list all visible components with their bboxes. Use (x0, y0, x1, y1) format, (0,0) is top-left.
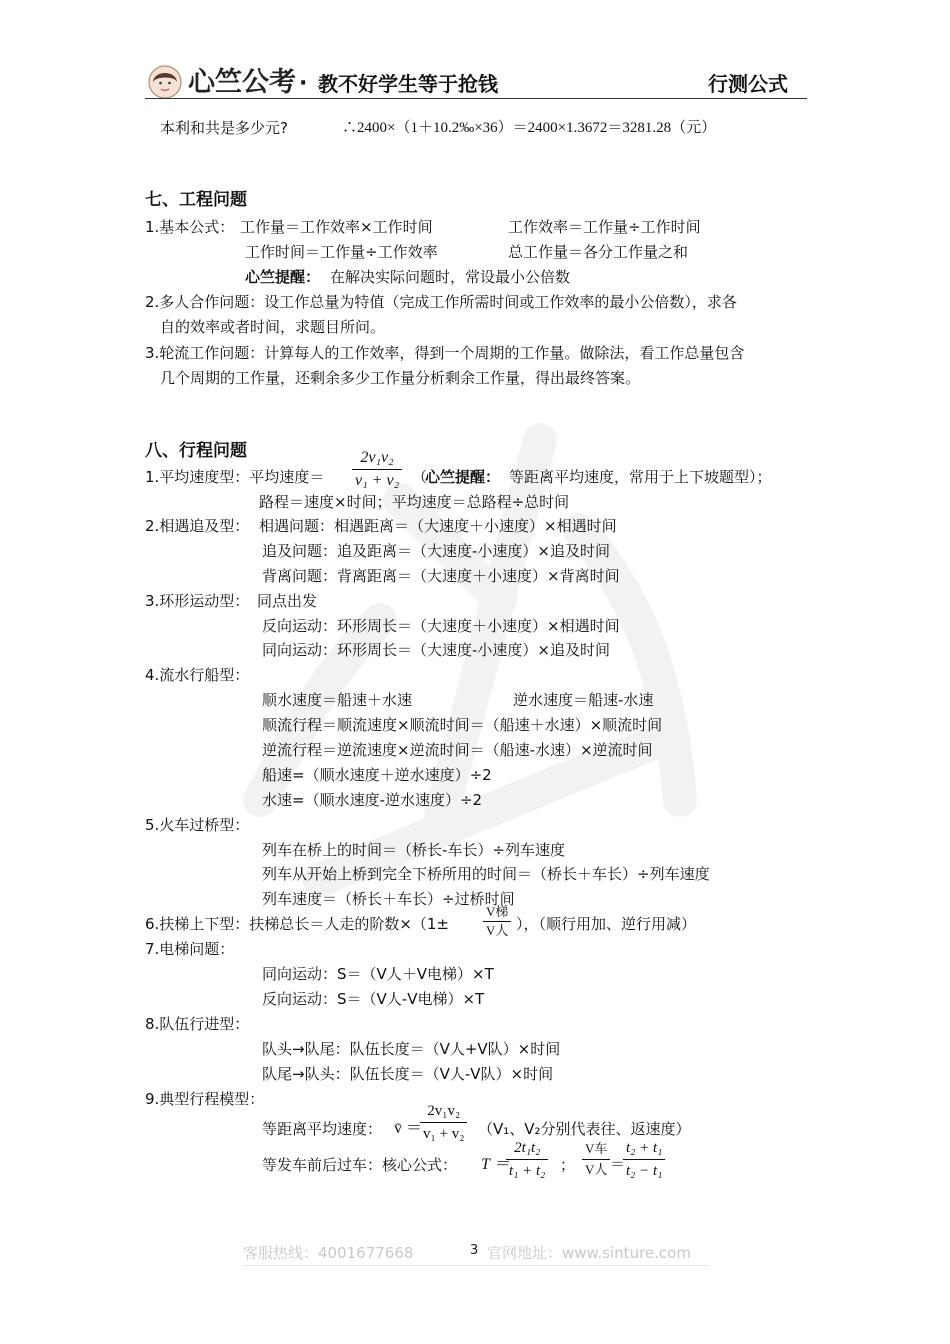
s8-i8-prefix: 8.队伍行进型： (145, 1015, 250, 1033)
s8-i1-tip-open: （ (412, 468, 428, 486)
s8-i1-line2: 路程＝速度×时间；平均速度＝总路程÷总时间 (259, 493, 570, 511)
s8-i9-b-sep: ； (560, 1156, 576, 1174)
s7-p3-line2: 几个周期的工作量，还剩余多少工作量分析剩余工作量，得出最终答案。 (160, 369, 641, 387)
s8-i9-b-lhs: T ＝ (481, 1156, 510, 1173)
brand-name: 心竺公考 (188, 67, 296, 98)
s8-i6-fraction (483, 903, 511, 940)
s8-i4-a2: 逆水速度＝船速-水速 (513, 691, 654, 709)
s8-i9-b-numerator3: t₂ + t₁ (623, 1137, 665, 1160)
s8-i2-a: 相遇问题：相遇距离＝（大速度＋小速度）×相遇时间 (259, 517, 617, 535)
s8-i9-a-denominator: v₁ + v₂ (423, 1126, 465, 1142)
s8-i3-prefix: 3.环形运动型： (145, 592, 250, 610)
s8-i9-a-lhs: v̄ ＝ (394, 1120, 423, 1137)
s8-i9-b-numerator: 2t₁t₂ (506, 1137, 548, 1160)
page-number: 3 (470, 1243, 479, 1258)
s8-i2-prefix: 2.相遇追及型： (145, 517, 250, 535)
s8-i3-b: 反向运动：环形周长＝（大速度＋小速度）×相遇时间 (262, 617, 620, 635)
s7-tip-label: 心竺提醒： (245, 268, 321, 286)
s7-p1-a: 工作量＝工作效率×工作时间 (240, 218, 433, 236)
footer-website: 官网地址：www.sinture.com (487, 1244, 691, 1262)
s8-i4-prefix: 4.流水行船型： (145, 666, 250, 684)
s8-i4-b: 顺流行程＝顺流速度×顺流时间＝（船速＋水速）×顺流时间 (262, 716, 663, 734)
s8-i3-a: 同点出发 (257, 592, 318, 610)
intro-question: 本利和共是多少元? (160, 119, 288, 137)
s8-i9-b-denominator2: V人 (585, 1162, 608, 1177)
s8-i8-a: 队头→队尾：队伍长度＝（V人+V队）×时间 (262, 1040, 561, 1058)
avatar-logo-icon (148, 64, 182, 100)
s7-p2-line2: 自的效率或者时间，求题目所问。 (160, 318, 386, 336)
s8-i5-c: 列车速度＝（桥长＋车长）÷过桥时间 (262, 890, 515, 908)
s8-i6-prefix: 6.扶梯上下型：扶梯总长＝人走的阶数×（1± (145, 915, 449, 933)
s8-i6-numerator: V梯 (483, 903, 511, 922)
s8-i9-prefix: 9.典型行程模型： (145, 1090, 265, 1108)
s7-tip-text: 在解决实际问题时，常设最小公倍数 (330, 268, 571, 286)
s8-i1-tip-label: 心竺提醒： (425, 468, 501, 486)
s8-i6-suffix: ），（顺行用加、逆行用减） (516, 915, 697, 933)
s8-i7-a: 同向运动：S＝（V人＋V电梯）×T (262, 965, 494, 983)
s8-i3-c: 同向运动：环形周长＝（大速度-小速度）×追及时间 (262, 641, 610, 659)
s8-i1-tip-text: 等距离平均速度，常用于上下坡题型）； (509, 468, 772, 486)
s8-i4-e: 水速=（顺水速度-逆水速度）÷2 (262, 791, 483, 809)
s8-i1-prefix: 1.平均速度型：平均速度＝ (145, 468, 325, 486)
s7-p1-d: 总工作量＝各分工作量之和 (508, 243, 689, 261)
s8-i7-prefix: 7.电梯问题： (145, 940, 235, 958)
footer-hotline: 客服热线：4001677668 (243, 1244, 414, 1262)
s8-i6-denominator: V人 (486, 923, 509, 938)
header-dot: · (299, 71, 308, 96)
s7-p1-b: 工作效率＝工作量÷工作时间 (508, 218, 701, 236)
s8-i1-fraction (352, 447, 402, 492)
s8-i2-c: 背离问题：背离距离＝（大速度＋小速度）×背离时间 (262, 567, 620, 585)
s8-i1-numerator: 2v₁v₂ (352, 447, 402, 470)
s8-i4-a: 顺水速度＝船速＋水速 (262, 691, 413, 709)
section-7-title: 七、工程问题 (145, 190, 247, 210)
s8-i8-b: 队尾→队头：队伍长度＝（V人-V队）×时间 (262, 1065, 554, 1083)
footer-divider (243, 1265, 709, 1266)
slogan: 教不好学生等于抢钱 (318, 72, 498, 96)
s8-i9-b-eq: ＝ (610, 1157, 626, 1173)
s8-i9-b-numerator2: V车 (582, 1139, 610, 1160)
s8-i7-b: 反向运动：S＝（V人-V电梯）×T (262, 990, 485, 1008)
s8-i9-a-fraction (420, 1100, 467, 1145)
s8-i9-a-label: 等距离平均速度： (262, 1120, 383, 1138)
s8-i4-c: 逆流行程＝逆流速度×逆流时间＝（船速-水速）×逆流时间 (262, 741, 653, 759)
s8-i9-a-numerator: 2v₁v₂ (420, 1100, 467, 1123)
s7-p2-line1: 2.多人合作问题：设工作总量为特值（完成工作所需时间或工作效率的最小公倍数），求各 (145, 293, 737, 311)
s8-i1-denominator: v₁ + v₂ (355, 472, 400, 489)
s7-p1-c: 工作时间＝工作量÷工作效率 (245, 243, 438, 261)
header-divider (145, 98, 807, 99)
s8-i2-b: 追及问题：追及距离＝（大速度-小速度）×追及时间 (262, 542, 610, 560)
intro-formula: ∴2400×（1＋10.2‰×36）＝2400×1.3672＝3281.28（元） (342, 120, 717, 136)
s8-i5-a: 列车在桥上的时间＝（桥长-车长）÷列车速度 (262, 841, 565, 859)
section-8-title: 八、行程问题 (145, 441, 247, 461)
s8-i9-b-fraction (506, 1137, 548, 1182)
s8-i9-b-denominator: t₁ + t₂ (509, 1163, 546, 1179)
s8-i4-d: 船速=（顺水速度＋逆水速度）÷2 (262, 766, 492, 784)
s8-i9-b-label: 等发车前后过车：核心公式： (262, 1156, 458, 1174)
s8-i9-b-fraction3 (623, 1137, 665, 1182)
s7-p3-line1: 3.轮流工作问题：计算每人的工作效率，得到一个周期的工作量。做除法，看工作总量包含 (145, 344, 745, 362)
s8-i5-prefix: 5.火车过桥型： (145, 816, 250, 834)
s8-i9-a-note: （V₁、V₂分别代表往、返速度） (478, 1120, 691, 1138)
s8-i9-b-fraction2 (582, 1139, 610, 1180)
s8-i5-b: 列车从开始上桥到完全下桥所用的时间＝（桥长＋车长）÷列车速度 (262, 865, 710, 883)
s7-p1-prefix: 1.基本公式： (145, 218, 235, 236)
s8-i9-b-denominator3: t₂ − t₁ (626, 1163, 663, 1179)
section-title: 行测公式 (708, 72, 788, 96)
